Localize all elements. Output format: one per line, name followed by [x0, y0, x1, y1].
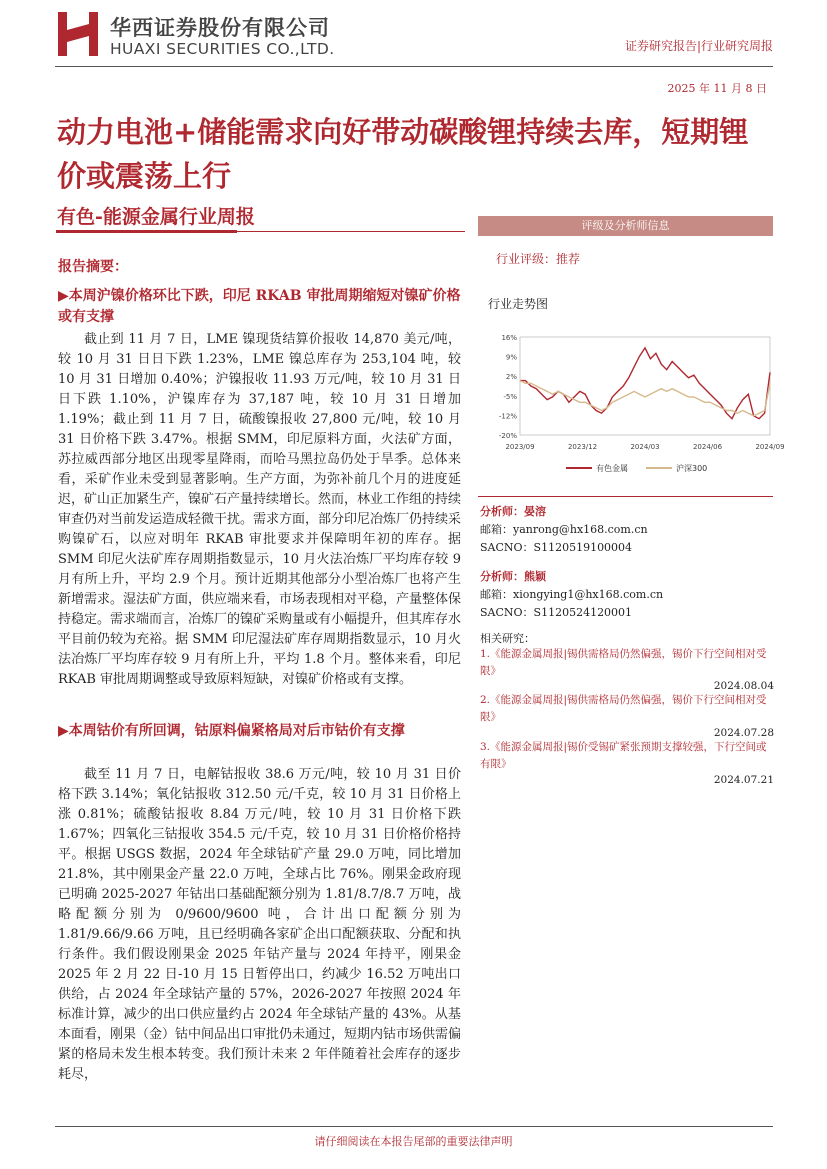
- related-research-item[interactable]: 1.《能源金属周报|锡供需格局仍然偏强，锡价下行空间相对受限》: [480, 648, 767, 677]
- company-name-cn: 华西证券股份有限公司: [110, 16, 330, 40]
- trend-chart-title: 行业走势图: [488, 297, 549, 311]
- report-date: 2025 年 11 月 8 日: [667, 82, 767, 95]
- related-research-item[interactable]: 3.《能源金属周报|锡价受锡矿紧张预期支撑较强，下行空间或有限》: [480, 741, 767, 770]
- report-title: 动力电池+储能需求向好带动碳酸锂持续去库，短期锂价或震荡上行: [57, 115, 749, 193]
- analyst-1-sacno: SACNO：S1120519100004: [480, 541, 633, 554]
- report-subtitle: 有色-能源金属行业周报: [57, 206, 255, 228]
- series-line: [520, 348, 770, 419]
- x-tick-label: 2023/09: [505, 443, 535, 451]
- company-name-en: HUAXI SECURITIES CO.,LTD.: [110, 40, 335, 58]
- summary-heading: 报告摘要：: [58, 259, 128, 275]
- rating-panel-header: 评级及分析师信息: [478, 216, 773, 236]
- report-type: 证券研究报告|行业研究周报: [624, 39, 773, 53]
- industry-rating: [496, 250, 580, 267]
- company-logo: [58, 12, 98, 56]
- legend-label: 有色金属: [596, 464, 628, 473]
- series-line: [520, 381, 770, 416]
- analyst-2-name: 分析师：熊颖: [480, 570, 546, 583]
- subtitle-underline-thin: [237, 231, 465, 232]
- analyst-1-name: 分析师：晏溶: [480, 505, 546, 518]
- section-body-nickel: 截止到 11 月 7 日，LME 镍现货结算价报收 14,870 美元/吨，较 10 月 31 日日下跌 1.23%，LME 镍总库存为 253,104 吨，较 10 月 31 日增加 0.40%；沪镍报收 11.93 万元/吨，较 10 月 31 日日下跌 1.10%，沪镍库存为 37,187 吨，较 10 月 31 日增加 1.19%；截止到 11 月 7 日，硫酸镍报收 27,800 元/吨，较 10 月 31 日价格下跌 3.47%。根据 SMM，印尼原料方面，火法矿方面，苏拉威西部分地区出现零星降雨，而哈马黑拉岛仍处于旱季。总体来看，采矿作业未受到显著影响。生产方面，为弥补前几个月的进度延迟，矿山正加紧生产，镍矿石产量持续增长。然而，林业工作组的持续审查仍对当前发运造成轻微干扰。需求方面，部分印尼冶炼厂仍持续采购镍矿石，以应对明年 RKAB 审批要求并保障明年初的库存。据 SMM 印尼火法矿库存周期指数显示，10 月火法冶炼厂平均库存较 9 月有所上升，平均 2.9 个月。预计近期其他部分小型冶炼厂也将产生新增需求。湿法矿方面，供应端来看，市场表现相对平稳，产量整体保持稳定。需求端而言，冶炼厂的镍矿采购量或有小幅提升，但其库存水平目前仍较为充裕。据 SMM 印尼湿法矿库存周期指数显示，10 月火法冶炼厂平均库存较 9 月有所上升，平均 1.8 个月。整体来看，印尼 RKAB 审批周期调整或导致原料短缺，对镍矿价格或有支撑。: [58, 332, 462, 687]
- related-research-title: 相关研究：: [480, 632, 535, 645]
- y-tick-label: -20%: [498, 432, 517, 440]
- y-tick-label: 16%: [501, 334, 517, 342]
- section-body-cobalt: 截至 11 月 7 日，电解钴报收 38.6 万元/吨，较 10 月 31 日价格下跌 3.14%；氧化钴报收 312.50 元/千克，较 10 月 31 日价格上涨 0.81%；硫酸钴报收 8.84 万元/吨，较 10 月 31 日价格下跌 1.67%；四氧化三钴报收 354.5 元/千克，较 10 月 31 日价格价格持平。根据 USGS 数据，2024 年全球钴矿产量 29.0 万吨，同比增加 21.8%，其中刚果金产量 22.0 万吨，全球占比 76%。刚果金政府现已明确 2025-2027 年钴出口基础配额分别为 1.81/8.7/8.7 万吨，战略配额分别为 0/9600/9600 吨，合计出口配额分别为 1.81/9.66/9.66 万吨，且已经明确各家矿企出口配额获取、分配和执行条件。我们假设刚果金 2025 年钴产量与 2024 年持平，刚果金 2025 年 2 月 22 日-10 月 15 日暂停出口，约减少 16.52 万吨出口供给，占 2024 年全球钴产量的 57%，2026-2027 年按照 2024 年标准计算，减少的出口供应量约占 2024 年全球钴产量的 43%。从基本面看，刚果（金）钴中间品出口审批仍未通过，短期内钴市场供需偏紧的格局未发生根本转变。我们预计未来 2 年伴随着社会库存的逐步耗尽，: [58, 767, 462, 1082]
- x-tick-label: 2023/12: [567, 443, 598, 451]
- analyst-2-email: 邮箱：xiongying1@hx168.com.cn: [480, 588, 664, 601]
- related-research-item[interactable]: 2.《能源金属周报|锡供需格局仍然偏强，锡价下行空间相对受限》: [480, 694, 767, 723]
- x-tick-label: 2024/09: [755, 443, 785, 451]
- analyst-1-email: 邮箱：yanrong@hx168.com.cn: [480, 523, 648, 536]
- legend-label: 沪深300: [676, 464, 708, 473]
- header-divider: [55, 66, 773, 67]
- subtitle-underline: [56, 230, 237, 233]
- related-research-date: 2024.08.04: [713, 680, 774, 692]
- section-heading-cobalt: ▶本周钴价有所回调，钴原料偏紧格局对后市钴价有支撑: [58, 723, 405, 739]
- section-heading-nickel: ▶本周沪镍价格环比下跌，印尼 RKAB 审批周期缩短对镍矿价格或有支撑: [58, 288, 461, 325]
- rating-label: 行业评级：: [496, 252, 557, 266]
- x-tick-label: 2024/06: [692, 443, 723, 451]
- y-tick-label: 9%: [505, 353, 517, 362]
- panel-divider: [478, 496, 773, 497]
- x-tick-label: 2024/03: [630, 443, 660, 451]
- y-tick-label: -5%: [503, 392, 517, 401]
- rating-value: 推荐: [556, 252, 581, 266]
- legal-notice: 请仔细阅读在本报告尾部的重要法律声明: [314, 1135, 513, 1148]
- related-research-date: 2024.07.28: [713, 727, 774, 739]
- y-tick-label: -12%: [498, 412, 517, 421]
- industry-trend-chart: [478, 322, 785, 487]
- analyst-2-sacno: SACNO：S1120524120001: [480, 606, 633, 619]
- footer-divider: [55, 1126, 773, 1127]
- related-research-date: 2024.07.21: [713, 774, 774, 786]
- y-tick-label: 2%: [505, 373, 517, 382]
- plot-frame: [520, 337, 770, 435]
